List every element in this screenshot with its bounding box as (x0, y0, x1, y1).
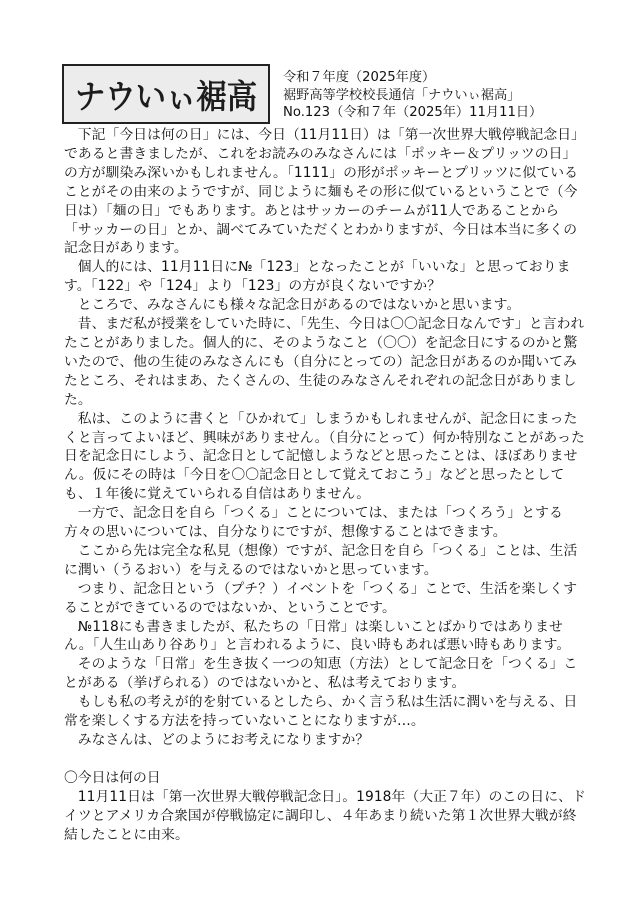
fiscal-year-line: 令和７年度（2025年度） (283, 70, 436, 85)
article-body (64, 126, 586, 844)
spacer (64, 750, 586, 769)
body-paragraph: みなさんは、どのようにお考えになりますか？ (77, 732, 370, 748)
body-paragraph: もしも私の考えが的を射ているとしたら、かく言う私は生活に潤いを与える、日常を楽しくする方法を持っていないことになりますが…。 (64, 694, 578, 730)
body-paragraph: ところで、みなさんにも様々な記念日があるのではないかと思います。 (77, 297, 521, 314)
body-paragraph: そのような「日常」を生き抜く一つの知恵（方法）として記念日を「つくる」ことがある（挙げられる）のではないかと、私は考えております。 (64, 656, 578, 692)
body-paragraph: 下記「今日は何の日」には、今日（11月11日）は「第一次世界大戦停戦記念日」であると書きましたが、これをお読みのみなさんには「ポッキー＆プリッツの日」の方が馴染み深いかもしれません。「1111」の形がポッキーとプリッツに似ていることがその由来のようですが、同じように麺もその形に似ているということで（今日は）「麺の日」でもあります。あとはサッカーのチームが11人であることから「サッカーの日」とか、調べてみていただくとわかりますが、今日は本当に多くの記念日があります。 (64, 127, 586, 257)
body-paragraph: 私は、このように書くと「ひかれて」しまうかもしれませんが、記念日にまったくと言ってよいほど、興味がありません。（自分にとって）何か特別なことがあった日を記念日にしよう、記念日として記憶しようなどと思ったことは、ほぼありません。仮にその時は「今日を〇〇記念日として覚えておこう」などと思ったとしても、１年後に覚えていられる自信はありません。 (64, 410, 585, 503)
issue-number-line: No.123（令和７年（2025年）11月11日） (283, 105, 543, 120)
issue-info (283, 69, 583, 122)
body-paragraph: つまり、記念日という（プチ？）イベントを「つくる」ことで、生活を楽しくすることができているのではないか、ということです。 (64, 580, 578, 616)
body-paragraph: ここから先は完全な私見（想像）ですが、記念日を自ら「つくる」ことは、生活に潤い（うるおい）を与えるのではないかと思っています。 (64, 542, 578, 578)
body-paragraph: №118にも書きましたが、私たちの「日常」は楽しいことばかりではありません。「人生山あり谷あり」と言われるように、良い時もあれば悪い時もあります。 (64, 618, 571, 654)
today-section-heading: 〇今日は何の日 (64, 769, 161, 786)
newsletter-title-line: 裾野高等学校校長通信「ナウいぃ裾高」 (283, 87, 521, 103)
newsletter-header (62, 64, 582, 126)
newsletter-logo-text: ナウいぃ裾高 (74, 76, 258, 116)
body-paragraph: 昔、まだ私が授業をしていた時に、「先生、今日は〇〇記念日なんです」と言われたことがありました。個人的に、そのようなこと（〇〇）を記念日にするのかと驚いたので、他の生徒のみなさんにも（自分にとっての）記念日があるのか聞いてみたところ、それはまあ、たくさんの、生徒のみなさんそれぞれの記念日がありました。 (64, 316, 585, 408)
body-paragraph: 個人的には、11月11日に№「123」となったことが「いいな」と思っております。「122」や「124」より「123」の方が良くないですか？ (64, 259, 571, 295)
newsletter-logo (62, 64, 270, 124)
today-section-text: 11月11日は「第一次世界大戦停戦記念日」。1918年（大正７年）のこの日に、ドイツとアメリカ合衆国が停戦協定に調印し、４年あまり続いた第１次世界大戦が終結したことに由来。 (64, 788, 586, 843)
body-paragraph: 一方で、記念日を自ら「つくる」ことについては、または「つくろう」とする方々の思いについては、自分なりにですが、想像することはできます。 (64, 505, 563, 541)
